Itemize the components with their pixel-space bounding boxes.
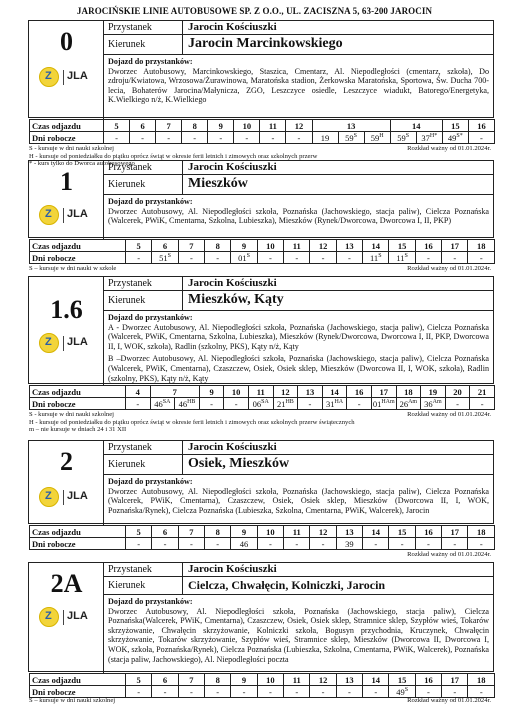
stop-row: Przystanek Jarocin Kościuszki: [104, 441, 493, 455]
logo-circle-icon: Z: [39, 487, 59, 507]
route-2-badge: [29, 441, 104, 525]
jla-logo: Z JLA: [39, 607, 93, 629]
schedule-table: Czas odjazdu 5 6 7 8 9 10 11 12 13 14 15 16 17 18 Dni robocze - $51^S$ - - $01^S$ - - - - $11^S$ $11^S$ - - -: [29, 239, 495, 264]
direction-row: Kierunek Cielcza, Chwałęcin, Kolniczki, Jarocin: [104, 577, 493, 595]
jla-logo: Z JLA: [39, 333, 93, 355]
stop-row: Przystanek Jarocin Kościuszki: [104, 563, 493, 577]
route-2a-badge: [29, 563, 104, 673]
logo-circle-icon: Z: [39, 205, 59, 225]
direction-row: Kierunek Mieszków: [104, 175, 493, 195]
footnotes: S – kursuje w dni nauki w szkole Rozkład ważny od 01.01.2024r.: [29, 265, 491, 272]
valid-from: Rozkład ważny od 01.01.2024r.: [407, 145, 491, 152]
direction-row: Kierunek Osiek, Mieszków: [104, 455, 493, 475]
company-header: JAROCIŃSKIE LINIE AUTOBUSOWE SP. Z O.O., UL. ZACISZNA 5, 63-200 JAROCIN: [76, 6, 433, 16]
route-1-badge: [29, 161, 104, 239]
stop-row: Przystanek Jarocin Kościuszki: [104, 21, 493, 35]
variant-a-text: A - Dworzec Autobusowy, Al. Niepodległości szkoła, Poznańska (Jachowskiego, stacja paliw), Cielcza Poznańska (Walcerek, PWiK, Cmentarna, Szkolna, Lubieszka), Mieszków (Rynek/Dworcowa, Dworcowa I, II, PKP, Dworcowa II, I, WOK, szkoła), Radlin (szkolny, PKS), Kąty n/ż, Kąty: [108, 322, 489, 351]
stop-row: Przystanek Jarocin Kościuszki: [104, 161, 493, 175]
route-number: 2A: [50, 569, 83, 598]
schedule-table: Czas odjazdu 5 6 7 8 9 10 11 12 13 14 15 16 17 18 Dni robocze - - - - 46 - - - 39 - - - - -: [29, 525, 495, 550]
route-1-6-block: [28, 276, 494, 434]
jla-logo: Z JLA: [39, 487, 93, 509]
route-number: 0: [60, 27, 73, 56]
schedule-table: Czas odjazdu 5 6 7 8 9 10 11 12 13 14 15 16 Dni robocze - - - - - - - - 19 $59^S$ $59^H$ $59^S$ $37^{H*}$ $49^{S*}$ -: [29, 119, 495, 144]
route-2-block: 2 Z JLA Przystanek Jarocin Kościuszki Kierunek Osiek, Mieszków Dojazd do przystanków: Dworzec Autobusowy, Al. Niepodległości szkoła, Poznańska (Jachowskiego, stacja paliw), Cielcza Poznańska (Walcerek, PWiK, Cmentarna), Czaszczew, Osiek, Osiek sklep, Mieszków (Dworcowa II, I, WOK, Poznańska/Rynek), Cielcza Poznańska (Lubieszka, Szkolna, Cmentarna, PWiK, Walcerek), Jarocin Czas odjazdu 5 6 7 8 9 10 11 12 13 14 15 16 17 18 Dni robocze - - - - 46 - - - 39 - - - - - Rozkład ważny od 01.01.2024r.: [28, 440, 494, 524]
schedule-table: Czas odjazdu 4 7 9 10 11 12 13 14 16 17 18 19 20 21 Dni robocze - $46^{SA}$ $46^{HB}$ - - $06^{SA}$ $21^{HB}$ - $31^{HA}$ - $01^{HAm}$ $26^{Am}$ $36^{Am}$ - -: [29, 385, 495, 410]
logo-circle-icon: Z: [39, 607, 59, 627]
direction-name: Jarocin Marcinkowskiego: [188, 36, 343, 51]
footnotes: S - kursuje w dni nauki szkolnej H - kursuje od poniedziałku do piątku oprócz świąt w okresie ferii letnich i zimowych oraz szkolnych przerw świątecznych m – nie kursuje w dniach 24 i 31 XII Rozkład ważny od 01.01.2024r.: [29, 411, 491, 434]
route-0-block: [28, 20, 494, 168]
route-1-6-badge: [29, 277, 104, 385]
footnotes: S - kursuje w dni nauki szkolnej H - kursuje od poniedziałku do piątku oprócz świąt w okresie ferii letnich i zimowych oraz szkolnych przerw * - kurs tylko do Dworca autobusowego Rozkład ważny od 01.01.2024r.: [29, 145, 491, 168]
stop-row: Przystanek Jarocin Kościuszki: [104, 277, 493, 291]
direction-row: Kierunek Mieszków, Kąty: [104, 291, 493, 311]
destinations: Dojazd do przystanków: A - Dworzec Autobusowy, Al. Niepodległości szkoła, Poznańska (Jachowskiego, stacja paliw), Cielcza Poznańska (Walcerek, PWiK, Cmentarna, Szkolna, Lubieszka), Mieszków (Rynek/Dworcowa, Dworcowa I, II, PKP, Dworcowa II, I, WOK, szkoła), Radlin (szkolny, PKS), Kąty n/ż, Kąty B –Dworzec Autobusowy, Al. Niepodległości szkoła, Poznańska (Jachowskiego, stacja paliw), Cielcza Poznańska (Walcerek, PWiK, Cmentarna), Czaszczew, Osiek, Osiek sklep, Mieszków (Dworcowa II, I, WOK, szkoła), Radlin (szkolny, PKS), Kąty n/ż, Kąty: [108, 313, 489, 383]
route-2a-block: [28, 562, 494, 704]
logo-circle-icon: Z: [39, 333, 59, 353]
logo-circle-icon: Z: [39, 67, 59, 87]
destinations: Dojazd do przystanków: Dworzec Autobusowy, Al. Niepodległości szkoła, Poznańska (Jachowskiego, stacja paliw), Cielcza Poznańska(Walcerek, PWiK, Cmentarna), Czaszczew, Osiek, Osiek sklep, Stramnice sklep, Szypłów wieś, Tokarów skrzyżowanie, Chwałęcin skrzyżowanie, Kolniczki szkoła, Bogusyn przychodnia, Kruczynek, Chwałęcin skrzyżowanie, Tokarów skrzyżowanie, Szypłów wieś, Stramnice sklep, Mieszków (Dworcowa II, Dworcowa I, WOK, szkoła, Poznańska/Rynek), Cielcza Poznańska (Lubieszka, Szkolna, Cmentarna, PWiK, Walcerek), Poznańska (stacja paliw, Jachowskiego), Al. Niepodległości poczta: [108, 597, 489, 664]
destinations: Dojazd do przystanków: Dworzec Autobusowy, Al. Niepodległości szkoła, Poznańska (Jachowskiego, stacja paliw), Cielcza Poznańska (Walcerek, PWiK, Cmentarna, Szkolna, Lubieszka), Mieszków (Rynek/Dworcowa, Dworcowa I, II, PKP): [108, 197, 489, 226]
destinations: Dojazd do przystanków: Dworzec Autobusowy, Marcinkowskiego, Staszica, Cmentarz, Al. Niepodległości (cmentarz, szkoła), Do zdroju/Kwiatowa, Wrzosowa/Żurawinowa, Maratońska stadion, Żerkowska Maratońska, Sportowa, Św. Ducha 700-lecia, Bohaterów Jarocina/Małynicza, ZGO, Leszczyce osiedle, Leszczyce wiadukt, Batorego/Energetyka, K.Wielkiego n/ż, K.Wielkiego: [108, 57, 489, 105]
destinations: Dojazd do przystanków: Dworzec Autobusowy, Al. Niepodległości szkoła, Poznańska (Jachowskiego, stacja paliw), Cielcza Poznańska (Walcerek, PWiK, Cmentarna), Czaszczew, Osiek, Osiek sklep, Mieszków (Dworcowa II, I, WOK, Poznańska/Rynek), Cielcza Poznańska (Lubieszka, Szkolna, Cmentarna, PWiK, Walcerek), Jarocin: [108, 477, 489, 515]
route-0-badge: [29, 21, 104, 119]
jla-logo: Z JLA: [39, 205, 93, 227]
destinations-text: Dworzec Autobusowy, Marcinkowskiego, Staszica, Cmentarz, Al. Niepodległości (cmentarz, szkoła), Do zdroju/Kwiatowa, Wrzosowa/Żurawinowa, Maratońska stadion, Żerkowska Maratońska, Sportowa, Św. Ducha 700-lecia, Bohaterów Jarocina/Małynicza, ZGO, Leszczyce osiedle, Leszczyce wiadukt, Batorego/Energetyka, K.Wielkiego n/ż, K.Wielkiego: [108, 66, 489, 105]
jla-logo: Z JLA: [39, 67, 93, 89]
direction-row: Kierunek Jarocin Marcinkowskiego: [104, 35, 493, 55]
route-number: 2: [60, 447, 73, 476]
schedule-table: Czas odjazdu 5 6 7 8 9 10 11 12 13 14 15 16 17 18 Dni robocze - - - - - - - - - - $49^S$ - - -: [29, 673, 495, 698]
variant-b-text: B –Dworzec Autobusowy, Al. Niepodległości szkoła, Poznańska (Jachowskiego, stacja paliw), Cielcza Poznańska (Walcerek, PWiK, Cmentarna), Czaszczew, Osiek, Osiek sklep, Mieszków (Dworcowa II, I, WOK, szkoła), Radlin (szkolny, PKS), Kąty n/ż, Kąty: [108, 354, 489, 383]
footnotes: S – kursuje w dni nauki szkolnej Rozkład ważny od 01.01.2024r.: [29, 697, 491, 704]
route-number: 1: [60, 167, 73, 196]
route-number: 1.6: [50, 295, 83, 324]
stop-name: Jarocin Kościuszki: [188, 21, 277, 33]
route-1-block: [28, 160, 494, 272]
